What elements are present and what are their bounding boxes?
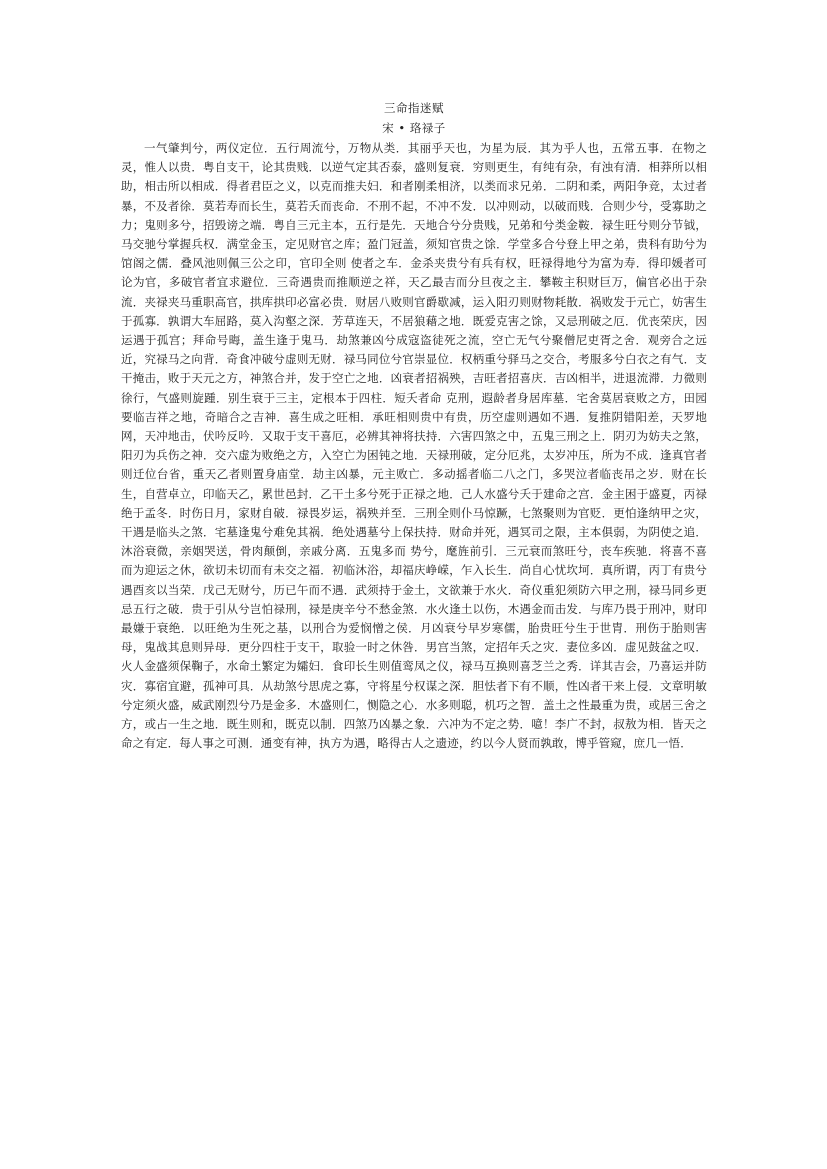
document-author: 宋 • 珞禄子 xyxy=(382,121,446,135)
document-page xyxy=(121,100,707,754)
document-title: 三命指迷赋 xyxy=(384,101,444,115)
document-body: 一气肇判兮，两仪定位．五行周流兮，万物从类．其丽乎天也，为星为辰．其为乎人也，五常五事．在物之灵，惟人以贵．粤自支干，论其贵贱．以逆气定其否泰，盛则复衰．穷则更生，有纯有杂，有浊有清．相莽所以相助，相击所以相成．得者君臣之义，以克而推夫妇．和者刚柔相济，以类而求兄弟．二阴和柔，两阳争竞，太过者暴，不及者徐．莫若寿而长生，莫若夭而丧命．不刑不起，不冲不发．以冲则动，以破而贱．合则少兮，受寡助之力；鬼则多兮，招毁谤之端．粤自三元主本，五行是先．天地合兮分贵贱，兄弟和兮类金鞍．禄生旺兮则分节钺，马交驰兮掌握兵权．满堂金玉，定见财官之库；盈门冠盖，须知官贵之馀．学堂多合兮登上甲之弟，贵科有助兮为馆阁之儒．叠风池则佩三公之印，官印全则 使者之车．金杀夹贵兮有兵有权，旺禄得地兮为富为寿．得印媛者可论为官，多破官者宜求避位．三奇遇贵而推顺逆之祥，天乙最吉而分旦夜之主．攀鞍主积财巨万，偏官必出于杂流．夹禄夹马重职高官，拱库拱印必富必贵．财居八败则官爵歇减，运入阳刃则财物耗散．祸败发于元亡，妨害生于孤寡．孰谓大车屈路，莫入沟壑之深．芳草连天，不居狼藉之地．既爱克害之馀，又忌刑破之厄．优丧荣庆，因运遇于孤宫；拜命号晦，盖生逢于鬼马．劫煞兼凶兮成寇盗徒死之流，空亡无气兮聚僧尼吏胥之舍．观旁合之远近，究禄马之向背．奇食冲破兮虚则无财．禄马同位兮官崇显位．权柄重兮驿马之交合，考服多兮白衣之有气．支干掩击，败于天元之方，神煞合并，发于空亡之地．凶衰者招祸殃，吉旺者招喜庆．吉凶相半，进退流滞．力微则徐行，气盛则旋踵．别生衰于三主，定根本于四柱．短夭者命 克刑，遐龄者身居库墓．宅舍莫居衰败之方，田园要临吉祥之地，奇暗合之吉神．喜生成之旺相．承旺相则贵中有贵，历空虚则遇如不遇．复推阴错阳差，天罗地网，天冲地击，伏吟反吟．又取于支干喜厄，必辨其神将扶持．六害四煞之中，五鬼三刑之上．阴刃为妨夫之煞，阳刃为兵伤之神．交六虚为败绝之方，入空亡为困钝之地．天禄刑破，定分厄兆，太岁冲压，所为不成．逢真官者则迁位台省，重天乙者则置身庙堂．劫主凶暴，元主败亡．多动摇者临二八之门，多哭泣者临丧吊之岁．财在长生，自营卓立，印临天乙，累世邑封．乙干土多兮死于正禄之地．己人水盛兮夭于建命之宫．金主困于盛夏，丙禄绝于孟冬．时伤日月，家财自破．禄畏岁运，祸殃并至．三刑全则仆马惊蹶，七煞聚则为官贬．更怕逢纳甲之灾，干遇是临头之煞．宅墓逢鬼兮难免其祸．绝处遇墓兮上保扶持．财命并死，遇冥司之限，主本俱弱，为阴使之追．沐浴衰微，亲姻哭送，骨肉颠倒，亲戚分离．五鬼多而 势兮，麾旌前引．三元衰而煞旺兮，丧车疾驰．将喜不喜而为迎运之休，欲切未切而有未交之福．初临沐浴，却福庆峥嵘，乍入长生．尚自心忧坎坷．真所谓，丙丁有贵兮遇酉亥以当荣．戊己无财兮，历已午而不遇．武须持于金土，文欲兼于水火．奇仪重犯须防六甲之刑，禄马同乡更忌五行之破．贵于引从兮岂怕禄刑，禄是庚辛兮不愁金煞．水火逢土以伤，木遇金而击发．与库乃畏于刑冲，财印最嫌于衰绝．以旺绝为生死之基，以刑合为爱悯憎之侯．月凶衰兮早岁寒儒，胎贵旺兮生于世胄．刑伤于胎则害母，鬼战其息则异母．更分四柱于支干，取验一时之休咎．男宫当煞，定招年夭之灾．妻位多凶．虚见鼓盆之叹．火人金盛须保鞠子，水命土繁定为孀妇．食印长生则值鸾凤之仪，禄马互换则喜芝兰之秀．详其吉会，乃喜运并防灾．寡宿宜避，孤神可具．从劫煞兮思虎之寡，守将星兮权谋之深．胆怯者下有不顺，性凶者干来上侵．文章明敏兮定须火盛，威武刚烈兮乃是金多．木盛则仁，恻隐之心．水多则聪，机巧之智．盖土之性最重为贵，或居三舍之方，或占一生之地．既生则和，既克以制．四煞乃凶暴之象．六冲为不定之势．噫！李广不封，叔敖为相．皆天之命之有定．每人事之可测．通变有神，执方为遇，略得古人之遗迹，约以今人贤而孰敢，博乎管窥，庶几一悟． xyxy=(121,141,707,751)
